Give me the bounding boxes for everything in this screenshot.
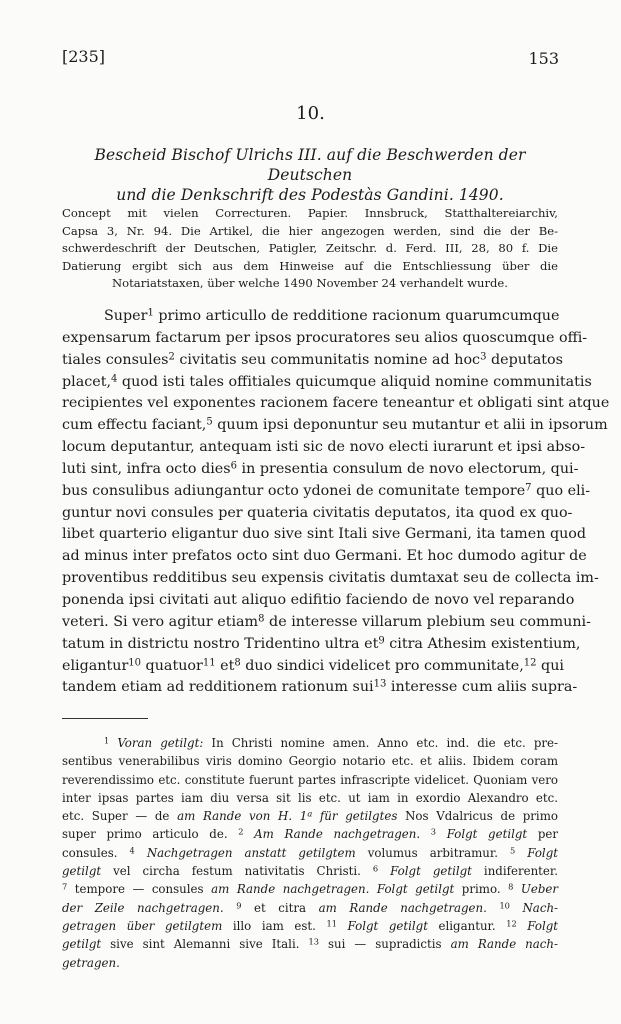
footnote-line: [62, 789, 558, 807]
source-note: [62, 205, 558, 293]
text-segment: ad minus inter prefatos octo sint duo Germani. Et hoc dumodo agitur de: [62, 548, 587, 565]
editorial-note: Nachgetragen anstatt getilgtem: [146, 845, 356, 860]
text-segment: guntur novi consules per quateria civitatis deputatos, ita quod ex quo-: [62, 504, 573, 521]
footnote-text: etc. Super — de: [62, 809, 178, 824]
text-segment: primo articullo de redditione racionum quarumcumque: [153, 308, 560, 324]
text-line: [62, 590, 575, 612]
editorial-note: getragen.: [62, 955, 120, 970]
footnote-text: consules.: [62, 845, 130, 860]
footnote-text: [513, 882, 521, 896]
footnote-line: [62, 862, 558, 880]
text-segment: duo sindici videlicet pro communitate,: [240, 657, 524, 674]
footnote-number: 5: [510, 845, 516, 856]
footnote-text: vel circha festum nativitatis Christi.: [101, 864, 373, 879]
footnote-text: indiferenter.: [471, 864, 558, 879]
text-segment: expensarum factarum per ipsos procuratores seu alios quoscumque offi-: [62, 329, 588, 346]
footnote-line: [62, 825, 558, 843]
footnote-text: sive sint Alemanni sive Itali.: [101, 937, 309, 952]
text-segment: locum deputantur, antequam isti sic de novo electi iurarunt et ipsi abso-: [62, 439, 586, 456]
footnotes: [62, 734, 558, 972]
note-line: Concept mit vielen Correcturen. Papier. Innsbruck, Statthaltereiarchiv,: [62, 206, 558, 220]
text-segment: veteri. Si vero agitur etiam: [62, 613, 259, 630]
footnote-text: [337, 919, 348, 933]
editorial-note: Am Rande nachgetragen.: [254, 827, 421, 842]
text-line: [62, 634, 581, 656]
text-line: [62, 350, 563, 372]
text-segment: eligantur: [62, 657, 129, 674]
page-number: 153: [528, 49, 559, 68]
editorial-note: Voran getilgt:: [117, 736, 204, 750]
document-title: [62, 145, 558, 205]
footnote-ref: 8: [258, 613, 265, 625]
text-segment: ponenda ipsi civitati aut aliquo edifitio faciendo de novo vel reparando: [62, 591, 575, 608]
editorial-note: am Rande nach-: [450, 937, 558, 952]
footnote-line: [62, 899, 558, 917]
footnote-text: et citra: [241, 900, 319, 915]
text-segment: tandem etiam ad redditionem rationum sui: [62, 679, 374, 696]
footnote-text: [224, 901, 237, 915]
footnote-text: [510, 901, 523, 915]
footnote-text: tempore — consules: [67, 882, 212, 897]
footnote-ref: 3: [480, 351, 487, 363]
text-segment: quum ipsi deponuntur seu mutantur et alii in ipsorum: [212, 417, 608, 434]
text-line: [62, 372, 592, 394]
text-segment: in presentia consulum de novo electorum, qui-: [236, 460, 579, 477]
footnote-text: volumus arbitramur.: [355, 845, 511, 860]
footnote-line: [62, 954, 558, 972]
footnote-text: [517, 919, 528, 933]
text-segment: quo eli-: [531, 482, 591, 499]
footnote-text: sui — supradictis: [318, 937, 451, 952]
footnote-number: 10: [499, 899, 510, 910]
footnote-text: [487, 901, 500, 915]
note-line: schwerdeschrift der Deutschen, Patigler, Zeitschr. d. Ferd. III, 28, 80 f. Die: [62, 241, 558, 255]
document-number: 10.: [296, 103, 325, 124]
footnote-text: illo iam est.: [222, 918, 327, 933]
footnote-number: 12: [506, 918, 517, 929]
text-segment: cum effectu faciant,: [62, 417, 207, 434]
footnote-line: [62, 807, 558, 825]
footnote-ref: 11: [202, 657, 216, 668]
editorial-note: Ueber: [520, 882, 559, 897]
text-line: [62, 328, 588, 350]
text-segment: quatuor: [141, 657, 203, 674]
footnote-ref: 10: [128, 657, 142, 668]
text-segment: tiales consules: [62, 351, 169, 368]
footnote-text: In Christi nomine amen. Anno etc. ind. die etc. pre-: [203, 736, 559, 750]
note-line: Notariatstaxen, über welche 1490 November 24 verhandelt wurde.: [112, 276, 508, 290]
editorial-note: Folgt getilgt: [390, 864, 472, 879]
footnote-number: 4: [129, 845, 135, 856]
text-line: [62, 459, 579, 481]
footnote-text: [135, 846, 147, 860]
editorial-note: getragen über getilgtem: [62, 918, 223, 933]
text-line: [62, 546, 587, 568]
main-text: [62, 306, 610, 699]
footnote-ref: 5: [206, 416, 213, 428]
footnote-number: 11: [326, 918, 337, 929]
footnote-text: [378, 864, 390, 878]
text-segment: et: [215, 657, 235, 674]
footnote-ref: 1: [147, 307, 154, 319]
page-marker: [235]: [62, 47, 106, 66]
footnote-text: [243, 827, 254, 841]
text-segment: proventibus redditibus seu expensis civitatis dumtaxat seu de collecta im-: [62, 570, 599, 587]
footnote-ref: 12: [523, 657, 537, 668]
footnote-number: 8: [508, 881, 514, 892]
footnote-text: inter ipsas partes iam diu versa sit lis etc. ut iam in exordio Alexandro etc.: [62, 790, 558, 805]
editorial-note: Folgt getilgt: [347, 918, 428, 933]
text-segment: qui: [536, 657, 564, 674]
footnote-ref: 9: [378, 635, 385, 647]
text-line: [62, 524, 587, 546]
text-segment: Super: [104, 308, 148, 324]
text-segment: luti sint, infra octo dies: [62, 460, 231, 477]
footnote-text: per: [527, 827, 559, 842]
footnote-superscript: a: [307, 808, 313, 819]
text-segment: bus consulibus adiungantur octo ydonei de comunitate tempore: [62, 482, 526, 499]
text-line: [62, 656, 564, 678]
text-line: [62, 503, 573, 525]
editorial-note: am Rande nachgetragen. Folgt getilgt: [211, 882, 455, 897]
text-segment: placet,: [62, 373, 112, 390]
editorial-note: Folgt: [527, 918, 559, 933]
footnote-text: [515, 846, 527, 860]
editorial-note: der Zeile nachgetragen.: [62, 900, 224, 915]
footnote-divider: [62, 718, 148, 719]
editorial-note: getilgt: [62, 864, 102, 879]
text-line: [62, 306, 558, 328]
footnote-ref: 7: [525, 482, 532, 494]
text-line: [62, 393, 610, 415]
title-line: Bescheid Bischof Ulrichs III. auf die Beschwerden der Deutschen: [94, 146, 526, 184]
footnote-line: [62, 771, 558, 789]
editorial-note: Folgt: [527, 845, 558, 860]
note-line: Capsa 3, Nr. 94. Die Artikel, die hier angezogen werden, sind die der Be-: [62, 223, 558, 238]
footnote-text: Nos Vdalricus de primo: [397, 809, 558, 824]
footnote-ref: 4: [111, 373, 118, 385]
footnote-text: reverendissimo etc. constitute fuerunt partes infrascripte videlicet. Quoniam vero: [62, 772, 558, 787]
footnote-ref: 2: [168, 351, 175, 363]
text-segment: recipientes vel exponentes racionem facere teneantur et obligati sint atque: [62, 395, 610, 412]
footnote-line: [62, 917, 558, 935]
footnote-ref: 13: [373, 678, 387, 690]
footnote-number: 9: [236, 899, 242, 910]
text-line: [62, 677, 578, 699]
title-line: und die Denkschrift des Podestàs Gandini. 1490.: [116, 186, 504, 204]
text-line: [62, 481, 591, 503]
text-line: [62, 612, 591, 634]
editorial-note: am Rande von H. 1: [177, 809, 308, 824]
text-line: [62, 568, 599, 590]
footnote-number: 6: [372, 863, 379, 874]
text-segment: libet quarterio eligantur duo sive sint Itali sive Germani, ita tamen quod: [62, 526, 587, 543]
text-segment: tatum in districtu nostro Tridentino ultra et: [62, 635, 379, 652]
editorial-note: Folgt getilgt: [446, 827, 528, 842]
editorial-note: Nach-: [522, 900, 559, 915]
footnote-number: 1: [104, 735, 110, 746]
footnote-number: 13: [308, 936, 319, 947]
text-segment: deputatos: [486, 351, 563, 368]
footnote-number: 3: [430, 826, 437, 837]
footnote-text: primo.: [454, 882, 509, 897]
note-line: Datierung ergibt sich aus dem Hinweise auf die Entschliessung über die: [62, 258, 558, 273]
text-segment: civitatis seu communitatis nomine ad hoc: [174, 351, 481, 368]
text-segment: citra Athesim existentium,: [384, 635, 581, 652]
footnote-ref: 8: [234, 657, 241, 668]
footnote-line: [62, 734, 558, 752]
footnote-number: 7: [62, 881, 68, 892]
footnote-number: 2: [238, 826, 244, 837]
text-segment: de interesse villarum plebium seu communi-: [264, 613, 591, 630]
editorial-note: getilgt: [62, 937, 102, 952]
footnote-line: [62, 752, 558, 770]
editorial-note: für getilgtes: [312, 809, 398, 824]
editorial-note: am Rande nachgetragen.: [318, 900, 487, 915]
text-line: [62, 415, 608, 437]
footnote-text: [436, 827, 447, 841]
footnote-ref: 6: [230, 460, 237, 472]
text-segment: interesse cum aliis supra-: [386, 679, 578, 696]
footnote-line: [62, 844, 558, 862]
footnote-text: sentibus venerabilibus viris domino Georgio notario etc. et aliis. Ibidem coram: [62, 754, 558, 769]
footnote-text: eligantur.: [427, 918, 507, 933]
text-line: [62, 437, 586, 459]
footnote-text: super primo articulo de.: [62, 827, 239, 842]
footnote-line: [62, 935, 558, 953]
text-segment: quod isti tales offitiales quicumque aliquid nomine communitatis: [117, 373, 592, 390]
footnote-text: [420, 827, 431, 841]
footnote-line: [62, 880, 558, 898]
